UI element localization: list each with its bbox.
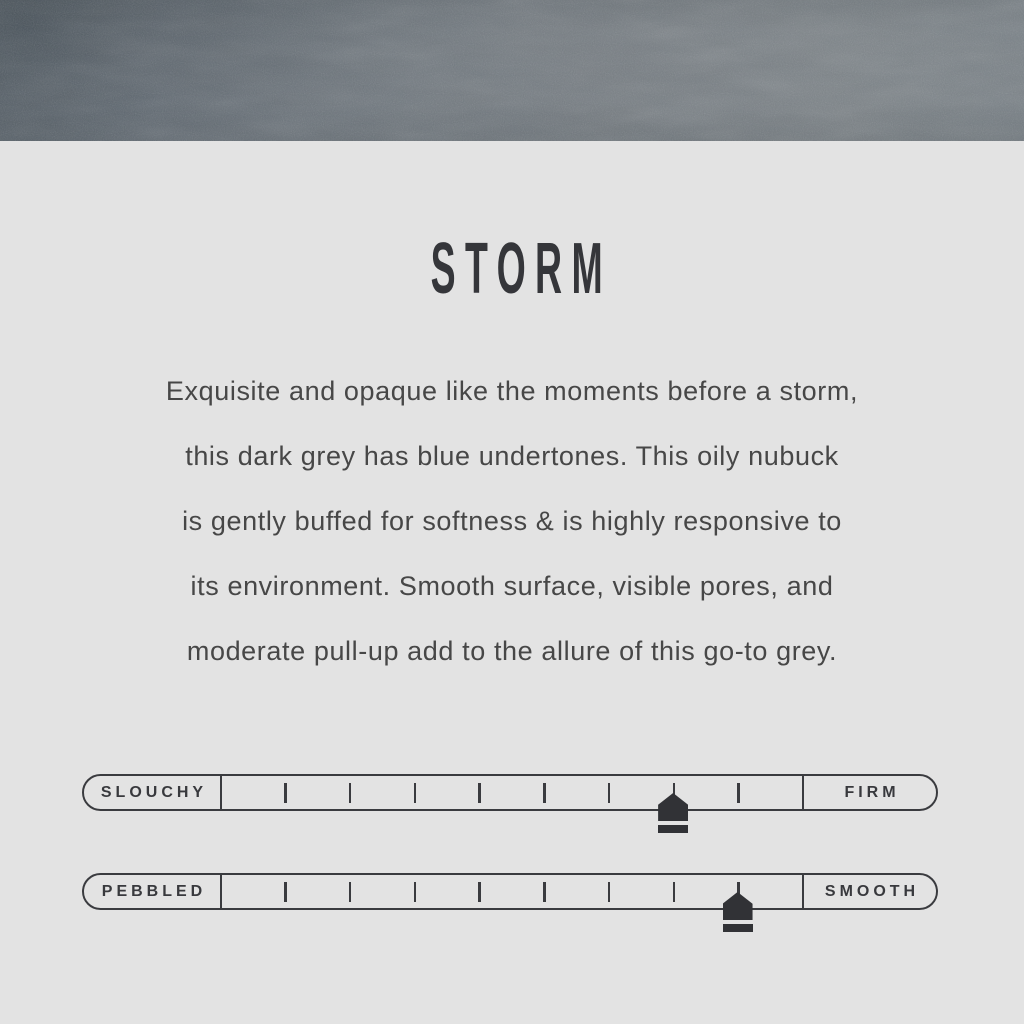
scale-left-label-text: PEBBLED [101,882,207,900]
scale-tick [673,882,676,902]
description-line: this dark grey has blue undertones. This oily nubuck [185,441,839,471]
scale-left-label-text: SLOUCHY [100,783,208,801]
scale-tick [284,783,287,803]
scale-tick [737,783,740,803]
scale-marker[interactable] [723,892,753,932]
scale-tick [414,882,417,902]
scale-tick [349,783,352,803]
marker-base-icon [723,924,753,932]
marker-pointer-icon [723,892,753,920]
scale-right-label [802,875,936,908]
leather-grain-texture [0,0,1024,141]
scale-tick [608,783,611,803]
scale-tick [543,882,546,902]
scale-tick [414,783,417,803]
scale-tick [608,882,611,902]
description-line: its environment. Smooth surface, visible pores, and [190,571,834,601]
scale-right-label [802,776,936,809]
description-line: moderate pull-up add to the allure of this go-to grey. [186,636,838,666]
marker-pointer-icon [658,793,688,821]
pebbled-smooth-scale [82,873,938,910]
leather-swatch-photo [0,0,1024,141]
page-title-text: STORM [430,229,612,309]
description [0,359,1024,684]
description-line: Exquisite and opaque like the moments before a storm, [165,376,859,406]
scale-tick [478,882,481,902]
slouchy-firm-scale [82,774,938,811]
scale-tick [543,783,546,803]
scale-track [222,776,802,809]
scale-right-label-text: FIRM [844,783,900,801]
scale-track [222,875,802,908]
description-line: is gently buffed for softness & is highly responsive to [182,506,842,536]
scale-right-label-text: SMOOTH [824,882,920,900]
page-title [0,229,1024,309]
scale-marker[interactable] [658,793,688,833]
scale-left-label [84,776,222,809]
scale-tick [284,882,287,902]
scale-left-label [84,875,222,908]
scale-tick [478,783,481,803]
scale-tick [349,882,352,902]
marker-base-icon [658,825,688,833]
